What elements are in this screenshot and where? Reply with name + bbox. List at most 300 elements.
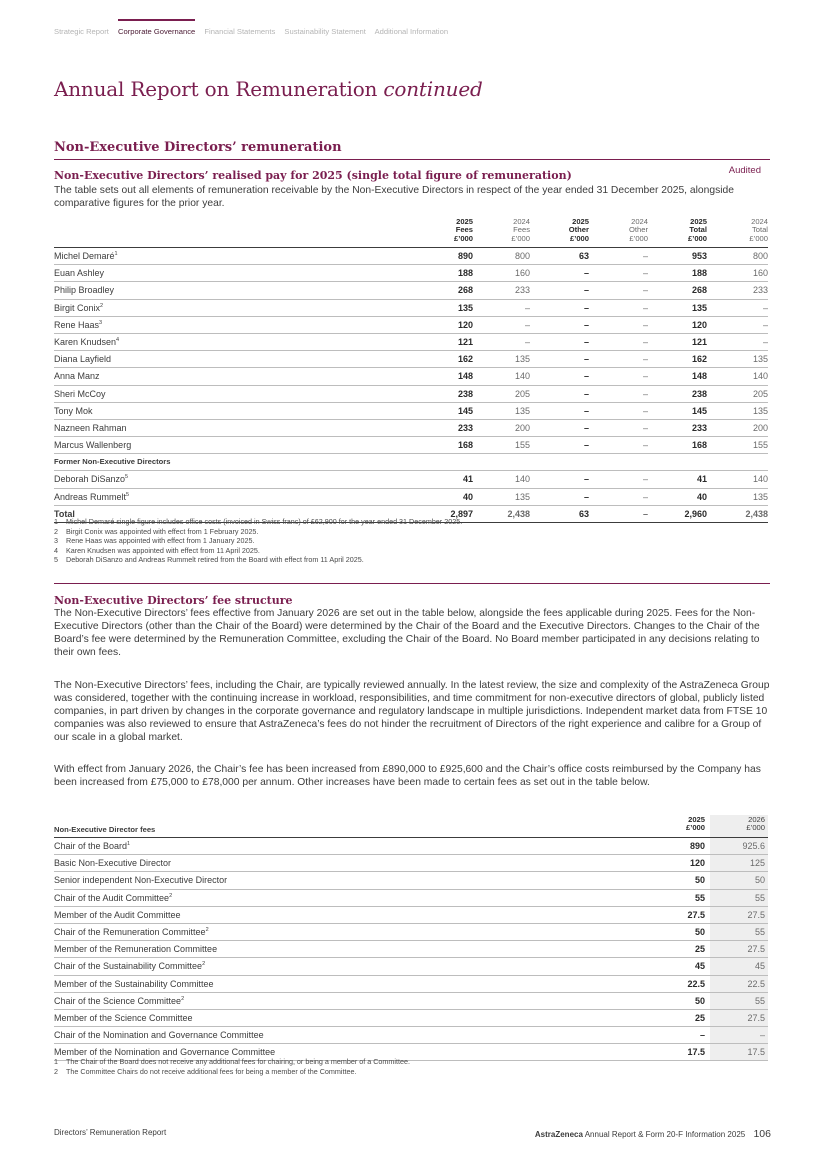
column-header-line: 2024	[631, 217, 648, 226]
table-cell: 135	[752, 354, 768, 365]
fee-row	[54, 993, 768, 1010]
column-header-line: £’000	[629, 233, 648, 243]
table-cell: –	[642, 251, 648, 261]
table-cell: 2,438	[507, 508, 530, 519]
table-row	[54, 265, 768, 282]
fee-role	[54, 1013, 193, 1023]
footer-left: Directors’ Remuneration Report	[54, 1128, 167, 1137]
fee-2025: 17.5	[687, 1047, 705, 1058]
table-cell: –	[583, 354, 589, 365]
fee-role-text: Chair of the Remuneration Committee	[54, 926, 206, 937]
fee-row	[54, 1027, 768, 1044]
column-header-line: 2024	[513, 217, 530, 226]
table-cell: 800	[514, 251, 530, 261]
table-cell: 140	[752, 371, 768, 382]
footnote-number: 3	[54, 536, 58, 546]
column-header-line: Fees	[455, 225, 473, 235]
director-name	[54, 406, 93, 416]
audited-label: Audited	[728, 165, 761, 176]
table-cell: 205	[514, 388, 530, 399]
fee-2026: 55	[754, 995, 765, 1006]
column-header	[657, 218, 707, 243]
table-row	[54, 420, 768, 437]
fee-2026-cell	[710, 958, 768, 974]
fee-role-text: Senior independent Non-Executive Director	[54, 875, 228, 886]
fee-role	[54, 996, 184, 1006]
table-cell: 121	[457, 336, 473, 347]
fee-2025: 22.5	[687, 978, 705, 989]
fee-row	[54, 907, 768, 924]
table-cell: 120	[691, 319, 707, 330]
table-cell: 63	[578, 251, 589, 261]
column-header-line: £’000	[746, 823, 765, 833]
table-cell: 41	[462, 474, 473, 485]
fee-role	[54, 1030, 264, 1040]
table-cell: 268	[691, 285, 707, 296]
table-cell: 160	[514, 268, 530, 279]
footnote-number: 2	[54, 1066, 58, 1076]
fee-2026: 22.5	[747, 978, 765, 989]
section-divider-2	[54, 583, 770, 584]
fee-2026-cell	[710, 941, 768, 957]
table-cell: –	[583, 422, 589, 433]
table-cell: –	[583, 440, 589, 451]
director-name	[54, 337, 119, 347]
fee-role-text: Chair of the Sustainability Committee	[54, 961, 203, 972]
top-nav	[54, 27, 455, 36]
table-cell: 135	[514, 491, 530, 502]
fee-2025: 50	[694, 995, 705, 1006]
table-cell: –	[642, 268, 648, 279]
footnote-text: Deborah DiSanzo and Andreas Rummelt retired from the Board with effect from 11 April 2025.	[66, 555, 364, 565]
director-name-text: Sheri McCoy	[54, 388, 106, 399]
table-cell: –	[583, 319, 589, 330]
fee-role	[54, 875, 227, 885]
table-cell: 145	[457, 405, 473, 416]
footnote-number: 5	[54, 555, 58, 565]
footnote-number: 4	[54, 545, 58, 555]
fee-role-text: Member of the Nomination and Governance Committee	[54, 1047, 276, 1058]
table-cell: 63	[578, 508, 589, 519]
table-cell: 140	[514, 474, 530, 485]
table-row	[54, 437, 768, 454]
section-divider	[54, 159, 770, 160]
table-cell: –	[642, 285, 648, 296]
director-name-text: Philip Broadley	[54, 285, 115, 296]
fee-row	[54, 976, 768, 993]
fee-role-text: Chair of the Nomination and Governance Committee	[54, 1030, 264, 1041]
director-name	[54, 354, 111, 364]
fee-role	[54, 910, 181, 920]
fee-row	[54, 890, 768, 907]
footnote-number: 1	[54, 1057, 58, 1066]
remuneration-footnotes	[54, 517, 462, 565]
table-cell: 140	[752, 474, 768, 485]
table-cell: 233	[752, 285, 768, 296]
fee-role-text: Member of the Remuneration Committee	[54, 944, 218, 955]
fee-role-text: Chair of the Board	[54, 841, 128, 851]
table-cell: 155	[752, 440, 768, 451]
fee-row	[54, 855, 768, 872]
fee-2026: 27.5	[747, 909, 765, 920]
table-cell: 233	[691, 422, 707, 433]
director-name	[54, 440, 131, 450]
table-row	[54, 403, 768, 420]
director-name-text: Michel Demaré	[54, 251, 115, 261]
table-cell: –	[642, 508, 648, 519]
table-cell: –	[642, 336, 648, 347]
fee-2025: 50	[694, 875, 705, 886]
footnote-text: Michel Demaré single figure includes office costs (invoiced in Swiss franc) of £62,900 for the year ended 31 December 2025.	[66, 517, 463, 526]
fee-role-text: Member of the Sustainability Committee	[54, 978, 214, 989]
table-cell: –	[583, 285, 589, 296]
fee-role	[54, 979, 214, 989]
table-cell: 205	[752, 388, 768, 399]
footnote-ref: 2	[169, 892, 173, 899]
footer-report-title: Annual Report & Form 20-F Information 2025	[584, 1130, 746, 1139]
column-header-line: 2025	[572, 217, 589, 226]
fee-2026-cell	[710, 872, 768, 888]
fee-structure-heading: Non-Executive Directors’ fee structure	[54, 594, 293, 607]
fee-2025: –	[699, 1030, 705, 1041]
table-row	[54, 351, 768, 368]
realised-pay-intro: The table sets out all elements of remuneration receivable by the Non-Executive Directors in respect of the year ended 31 December 2025, alongside comparative figures for the prior year.	[54, 185, 734, 209]
ned-fees-table	[54, 815, 768, 1061]
table-cell: –	[524, 336, 530, 347]
table-cell: –	[583, 371, 589, 382]
table-row	[54, 471, 768, 488]
former-directors-label: Former Non-Executive Directors	[54, 457, 171, 467]
table-cell: –	[583, 302, 589, 313]
fee-2026-cell	[710, 1010, 768, 1026]
director-name-text: Nazneen Rahman	[54, 422, 127, 433]
table-cell: –	[583, 388, 589, 399]
fee-role-text: Chair of the Science Committee	[54, 995, 182, 1006]
table-cell: 2,438	[745, 508, 768, 519]
fee-paragraph-2: The Non-Executive Directors’ fees, including the Chair, are typically reviewed annually. In the latest review, the size and complexity of the AstraZeneca Group was considered, together with the continuing increase in workload, responsibilities, and time commitment for non-executive directors of global, publicly listed companies, in part driven by changes in the corporate governance and regulatory landscape in multiple jurisdictions. Independent market data from FTSE 10 companies was also reviewed to ensure that AstraZeneca’s fees do not hinder the recruitment of Directors of the right experience and calibre for a Group of our scale in a global market.	[54, 680, 770, 743]
nav-sustainability-statement[interactable]: Sustainability Statement	[284, 27, 366, 36]
fee-row	[54, 1010, 768, 1027]
table-row	[54, 317, 768, 334]
column-header-line: Other	[629, 225, 648, 235]
footnote	[54, 546, 462, 556]
table-cell: 40	[696, 491, 707, 502]
column-header-line: £’000	[685, 823, 705, 833]
fee-role-text: Basic Non-Executive Director	[54, 858, 172, 869]
table-cell: 200	[752, 422, 768, 433]
director-name-text: Andreas Rummelt	[54, 491, 127, 502]
director-name	[54, 371, 100, 381]
table-cell: –	[642, 354, 648, 365]
fee-2026-cell	[710, 838, 768, 854]
page-number: 106	[753, 1128, 771, 1140]
table-cell: –	[642, 371, 648, 382]
fee-role	[54, 961, 205, 971]
fee-role-text: Member of the Science Committee	[54, 1012, 193, 1023]
fee-role-text: Member of the Audit Committee	[54, 909, 181, 920]
column-header-line: 2025	[456, 217, 473, 226]
fee-2026-cell	[710, 993, 768, 1009]
fee-2026: 55	[754, 892, 765, 903]
table-row	[54, 248, 768, 265]
director-name-text: Anna Manz	[54, 371, 100, 382]
table-row	[54, 300, 768, 317]
fee-2026-cell	[710, 890, 768, 906]
table-cell: 168	[691, 440, 707, 451]
footnote	[54, 1067, 410, 1077]
fee-2025: 120	[689, 858, 705, 869]
table-cell: 160	[752, 268, 768, 279]
realised-pay-heading: Non-Executive Directors’ realised pay for 2025 (single total figure of remuneration)	[54, 169, 572, 182]
fee-2025: 50	[694, 926, 705, 937]
page-title	[54, 77, 483, 101]
fee-2026-cell	[710, 924, 768, 940]
footnote-ref: 4	[116, 336, 120, 343]
footnote-ref: 2	[181, 995, 185, 1002]
fee-2026: 55	[754, 926, 765, 937]
fee-row	[54, 872, 768, 889]
table-cell: 162	[691, 354, 707, 365]
footnote-text: Karen Knudsen was appointed with effect from 11 April 2025.	[66, 545, 260, 555]
footnote	[54, 536, 462, 546]
table-cell: 135	[752, 405, 768, 416]
director-name	[54, 268, 104, 278]
table-cell: 145	[691, 405, 707, 416]
director-name-text: Birgit Conix	[54, 302, 101, 313]
director-name-text: Karen Knudsen	[54, 336, 117, 347]
fee-2026: 125	[749, 858, 765, 869]
column-header-line: Fees	[513, 225, 530, 235]
footnote-ref: 2	[100, 302, 104, 309]
column-header-line: Total	[751, 225, 768, 235]
fee-2026: –	[759, 1030, 765, 1041]
column-header	[423, 218, 473, 243]
fee-paragraph-1: The Non-Executive Directors’ fees effective from January 2026 are set out in the table below, alongside the fees applicable during 2025. Fees for the Non-Executive Directors (other than the Chair of the Board) were determined by the Chair of the Board and the Executive Directors. Changes to the Chair of the Board’s fee were determined by the Remuneration Committee, excluding the Chair of the Board. No Board member participated in any decisions relating to their own fees.	[54, 608, 760, 658]
footnote-text: Birgit Conix was appointed with effect from 1 February 2025.	[66, 526, 259, 536]
table-cell: –	[642, 319, 648, 330]
table-row	[54, 386, 768, 403]
footer-brand: AstraZeneca	[534, 1130, 583, 1139]
footnote-text: The Chair of the Board does not receive any additional fees for chairing, or being a member of a Committee.	[66, 1057, 410, 1066]
fee-2026: 27.5	[747, 1012, 765, 1023]
column-header-2026	[710, 815, 768, 837]
footnote	[54, 517, 462, 527]
table-cell: 188	[457, 268, 473, 279]
fee-role-text: Chair of the Audit Committee	[54, 892, 170, 903]
table-cell: 200	[514, 422, 530, 433]
table-cell: 238	[457, 388, 473, 399]
director-name-text: Total	[54, 508, 75, 519]
column-header-line: Total	[689, 225, 707, 235]
director-name-text: Marcus Wallenberg	[54, 440, 132, 451]
column-header-line: £’000	[687, 233, 707, 243]
nav-corporate-governance[interactable]: Corporate Governance	[118, 27, 196, 36]
fee-2026: 50	[754, 875, 765, 886]
column-header-line: £’000	[569, 233, 589, 243]
director-name-text: Euan Ashley	[54, 268, 105, 279]
footer-right	[535, 1128, 771, 1140]
fee-role	[54, 1047, 275, 1057]
table-cell: 800	[752, 251, 768, 261]
table-cell: 233	[457, 422, 473, 433]
table-cell: –	[762, 302, 768, 313]
table-cell: –	[642, 422, 648, 433]
director-name	[54, 303, 103, 313]
column-header	[598, 218, 648, 243]
director-name	[54, 389, 106, 399]
column-header-2026-text	[746, 816, 765, 833]
table-cell: 233	[514, 285, 530, 296]
table-cell: 148	[457, 371, 473, 382]
director-name-text: Deborah DiSanzo	[54, 474, 126, 485]
director-name	[54, 285, 114, 295]
table-cell: 148	[691, 371, 707, 382]
fee-role	[54, 893, 172, 903]
footnote-text: The Committee Chairs do not receive additional fees for being a member of the Committee.	[66, 1066, 357, 1076]
table-cell: –	[524, 302, 530, 313]
column-header-line: 2026	[748, 815, 765, 824]
fee-2025: 890	[689, 841, 705, 851]
fee-2025: 55	[694, 892, 705, 903]
table-cell: –	[524, 319, 530, 330]
column-header-2025	[645, 816, 705, 833]
table-cell: 120	[457, 319, 473, 330]
table-cell: 135	[514, 405, 530, 416]
footnote-ref: 1	[127, 841, 131, 847]
director-name-text: Tony Mok	[54, 405, 93, 416]
fee-2026: 925.6	[742, 841, 765, 851]
fee-2026-cell	[710, 855, 768, 871]
column-header-line: 2025	[690, 217, 707, 226]
table-cell: –	[583, 336, 589, 347]
table-cell: 155	[514, 440, 530, 451]
table-cell: 40	[462, 491, 473, 502]
table-cell: 2,897	[450, 508, 473, 519]
column-header	[480, 218, 530, 243]
footnote-number: 2	[54, 526, 58, 536]
column-header-line: £’000	[511, 233, 530, 243]
nav-financial-statements[interactable]: Financial Statements	[204, 27, 276, 36]
fee-2026-cell	[710, 1027, 768, 1043]
director-name	[54, 492, 129, 502]
fee-2026-cell	[710, 1044, 768, 1060]
footnote-ref: 3	[99, 319, 103, 326]
footnote-ref: 5	[126, 491, 130, 498]
fee-2025: 27.5	[687, 909, 705, 920]
column-header-line: 2024	[751, 217, 768, 226]
fee-2025: 25	[694, 1012, 705, 1023]
table-cell: –	[642, 440, 648, 451]
table-cell: 188	[691, 268, 707, 279]
table-cell: 268	[457, 285, 473, 296]
table-cell: 890	[457, 251, 473, 261]
fees-table-label: Non-Executive Director fees	[54, 825, 156, 834]
table-header-row	[54, 217, 768, 248]
footnote-number: 1	[54, 517, 58, 526]
table-cell: 2,960	[684, 508, 707, 519]
nav-additional-information[interactable]: Additional Information	[374, 27, 449, 36]
table-row	[54, 368, 768, 385]
footnote-ref: 2	[202, 961, 206, 968]
fee-2025: 25	[694, 944, 705, 955]
column-header	[718, 218, 768, 243]
fee-2026: 45	[754, 961, 765, 972]
footnote-ref: 1	[114, 251, 118, 257]
table-row	[54, 489, 768, 506]
table-cell: 140	[514, 371, 530, 382]
fees-header-row	[54, 815, 768, 838]
fee-row	[54, 958, 768, 975]
page-title-main: Annual Report on Remuneration	[54, 77, 378, 101]
fees-footnotes	[54, 1057, 410, 1076]
page-title-suffix: continued	[383, 77, 483, 101]
director-name-text: Rene Haas	[54, 319, 100, 330]
ned-remuneration-table	[54, 217, 768, 523]
table-cell: –	[583, 268, 589, 279]
fee-2026: 17.5	[747, 1047, 765, 1058]
table-cell: –	[642, 474, 648, 485]
table-cell: –	[583, 405, 589, 416]
table-cell: 953	[691, 251, 707, 261]
director-name	[54, 474, 128, 484]
table-cell: 41	[696, 474, 707, 485]
table-cell: 168	[457, 440, 473, 451]
section-heading: Non-Executive Directors’ remuneration	[54, 140, 342, 155]
fee-2026-cell	[710, 907, 768, 923]
fee-row	[54, 924, 768, 941]
column-header-line: £’000	[453, 233, 473, 243]
table-cell: –	[583, 474, 589, 485]
director-name	[54, 251, 118, 261]
fee-paragraph-3: With effect from January 2026, the Chair’s fee has been increased from £890,000 to £925,600 and the Chair’s office costs reimbursed by the Company has been increased from £75,000 to £78,000 per annum. Other increases have been made to certain fees as set out in the table below.	[54, 764, 761, 788]
table-cell: 135	[691, 302, 707, 313]
column-header	[539, 218, 589, 243]
table-cell: 135	[514, 354, 530, 365]
table-cell: 135	[457, 302, 473, 313]
footnote	[54, 555, 462, 565]
column-header-line: £’000	[749, 233, 768, 243]
table-cell: 135	[752, 491, 768, 502]
column-header-line: Other	[568, 225, 589, 235]
table-cell: –	[642, 302, 648, 313]
table-cell: –	[762, 319, 768, 330]
fee-role	[54, 944, 217, 954]
table-cell: 121	[691, 336, 707, 347]
table-cell: –	[642, 388, 648, 399]
table-cell: 162	[457, 354, 473, 365]
table-cell: –	[762, 336, 768, 347]
fee-2026: 27.5	[747, 944, 765, 955]
table-row	[54, 282, 768, 299]
column-header-line: 2025	[688, 815, 705, 824]
footnote	[54, 527, 462, 537]
fee-row	[54, 941, 768, 958]
fee-role	[54, 841, 130, 851]
director-name-text: Diana Layfield	[54, 354, 112, 365]
fee-role	[54, 927, 209, 937]
fee-role	[54, 858, 171, 868]
table-cell: –	[642, 491, 648, 502]
fee-row	[54, 838, 768, 855]
fee-2026-cell	[710, 976, 768, 992]
footnote-ref: 5	[125, 474, 129, 481]
director-name	[54, 423, 127, 433]
footnote-text: Rene Haas was appointed with effect from 1 January 2025.	[66, 536, 255, 546]
footnote-ref: 2	[205, 926, 209, 933]
footnote	[54, 1057, 410, 1067]
nav-strategic-report[interactable]: Strategic Report	[54, 27, 109, 36]
table-row	[54, 334, 768, 351]
